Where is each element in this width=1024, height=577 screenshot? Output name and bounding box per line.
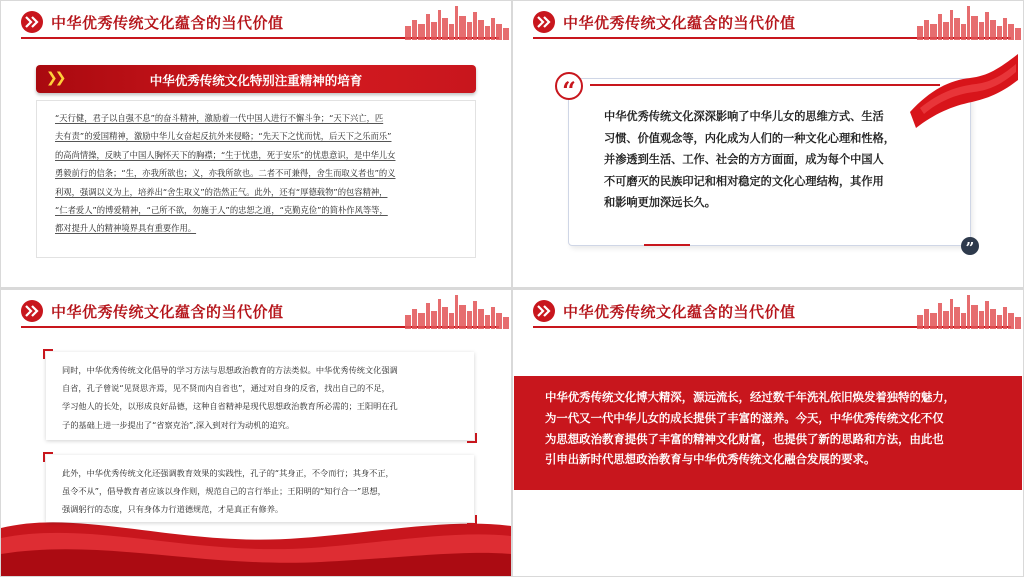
quote-text	[604, 106, 924, 214]
corner-bracket	[467, 515, 477, 525]
paragraph-line: 夫有责”的爱国精神，激励中华儿女奋起反抗外来侵略；“先天下之忧而忧，后天下之乐而乐”	[55, 131, 392, 142]
paragraph-line: 虽令不从”，倡导教育者应该以身作则，规范自己的言行举止；王阳明的“知行合一”思想，	[62, 486, 386, 497]
corner-bracket	[467, 433, 477, 443]
city-skyline-icon	[913, 4, 1023, 40]
highlight-line: 为一代又一代中华儿女的成长提供了丰富的滋养。今天，中华优秀传统文化不仅	[545, 410, 944, 425]
highlight-text	[545, 387, 995, 470]
quote-close-icon: ”	[961, 237, 979, 255]
text-box	[36, 100, 476, 258]
highlight-line: 为思想政治教育提供了丰富的精神文化财富，也提供了新的思路和方法，由此也	[545, 431, 944, 446]
paragraph-line: 利观，强调以义为上，培养出“舍生取义”的浩然正气。此外，还有“厚德载物”的包容精神，	[55, 186, 388, 197]
paragraph-line: “天行健，君子以自强不息”的奋斗精神，激励着一代中国人进行不懈斗争；“天下兴亡，匹	[55, 113, 384, 123]
header-title: 中华优秀传统文化蕴含的当代价值	[51, 14, 284, 32]
slide-header	[1, 290, 511, 330]
quote-line: 不可磨灭的民族印记和相对稳定的文化心理结构，其作用	[604, 174, 884, 188]
double-chevron-icon	[533, 11, 555, 33]
slide-header	[1, 1, 511, 41]
paragraph-line: 学习他人的长处，以形成良好品德，这种自省精神是现代思想政治教育所必需的；王阳明在孔	[62, 401, 398, 412]
double-chevron-icon	[533, 300, 555, 322]
quote-accent-line	[590, 84, 940, 86]
quote-line: 习惯、价值观念等，内化成为人们的一种文化心理和性格，	[604, 131, 895, 145]
paragraph-line: 此外，中华优秀传统文化还强调教育效果的实践性，孔子的“其身正，不令而行；其身不正，	[62, 468, 394, 478]
paragraph-line: 同时，中华优秀传统文化倡导的学习方法与思想政治教育的方法类似。中华优秀传统文化强调	[62, 365, 398, 375]
double-chevron-icon: ❯❯	[46, 70, 64, 86]
quote-accent-line	[644, 244, 690, 246]
quote-line: 并渗透到生活、工作、社会的方方面面，成为每个中国人	[604, 153, 884, 167]
paragraph-line: 自省，孔子曾说“见贤思齐焉，见不贤而内自省也”，通过对自身的反省，找出自己的不足，	[62, 383, 390, 394]
highlight-line: 中华优秀传统文化博大精深，源远流长，经过数千年洗礼依旧焕发着独特的魅力，	[545, 390, 956, 404]
header-title: 中华优秀传统文化蕴含的当代价值	[51, 303, 284, 321]
highlight-line: 引申出新时代思想政治教育与中华优秀传统文化融合发展的要求。	[545, 452, 876, 467]
quote-open-icon: “	[555, 72, 583, 100]
city-skyline-icon	[913, 293, 1023, 329]
paragraph-line: 的高尚情操，反映了中国人胸怀天下的胸襟；“生于忧患，死于安乐”的忧患意识，是中华儿女	[55, 149, 396, 160]
quote-line: 中华优秀传统文化深深影响了中华儿女的思维方式、生活	[604, 110, 884, 123]
text-box	[46, 455, 474, 522]
double-chevron-icon	[21, 300, 43, 322]
paragraph-line: 勇毅前行的信条；“生，亦我所欲也；义，亦我所欲也。二者不可兼得，舍生而取义者也”的义	[55, 168, 396, 179]
slide-header	[513, 1, 1023, 41]
paragraph-line: 子的基础上进一步提出了“省察克治”,深入到对行为动机的追究。	[62, 419, 295, 430]
city-skyline-icon	[401, 4, 511, 40]
banner-title: 中华优秀传统文化特别注重精神的培育	[149, 73, 363, 88]
quote-line: 和影响更加深远长久。	[604, 196, 716, 210]
text-box	[46, 352, 474, 440]
double-chevron-icon	[21, 11, 43, 33]
paragraph-line: 都对提升人的精神境界具有重要作用。	[55, 223, 197, 234]
header-title: 中华优秀传统文化蕴含的当代价值	[563, 14, 796, 32]
corner-bracket	[43, 349, 53, 359]
city-skyline-icon	[401, 293, 511, 329]
slide-header	[513, 290, 1023, 330]
header-title: 中华优秀传统文化蕴含的当代价值	[563, 303, 796, 321]
section-banner	[36, 65, 476, 93]
corner-bracket	[43, 452, 53, 462]
paragraph-line: “仁者爱人”的博爱精神，“己所不欲，勿施于人”的忠恕之道，“克勤克俭”的简朴作风等等，	[55, 205, 388, 216]
slide-1[interactable]	[1, 1, 511, 287]
paragraph-line: 强调躬行的态度，只有身体力行道德规范，才是真正有修养。	[62, 504, 284, 515]
